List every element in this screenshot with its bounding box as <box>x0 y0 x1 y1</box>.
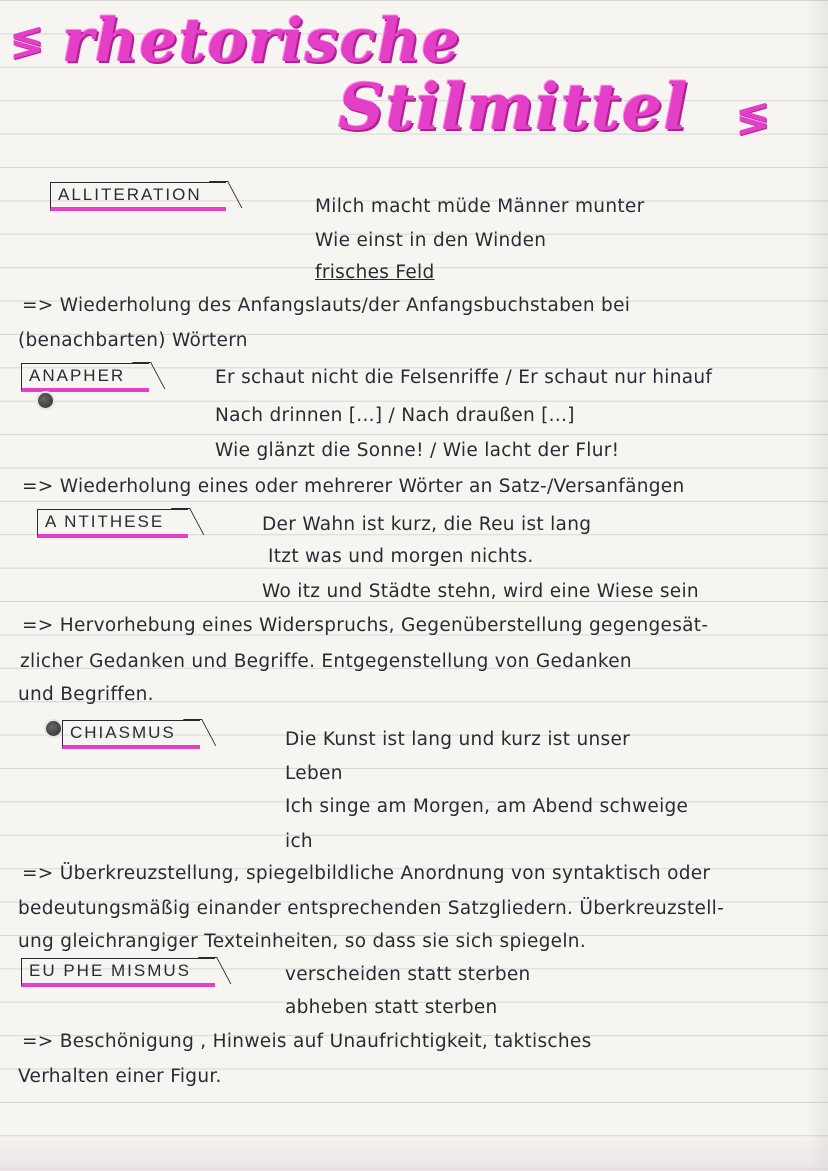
explanation-line: zlicher Gedanken und Begriffe. Entgegenstellung von Gedanken <box>20 651 632 672</box>
example-line: Er schaut nicht die Felsenriffe / Er schaut nur hinauf <box>215 367 713 388</box>
term-label-text: CHIASMUS <box>62 720 200 749</box>
term-label-euphemismus <box>21 958 215 987</box>
example-line: Wie einst in den Winden <box>315 230 547 251</box>
explanation-line: => Beschönigung , Hinweis auf Unaufrichtigkeit, taktisches <box>22 1031 592 1052</box>
example-line: Wie glänzt die Sonne! / Wie lacht der Flur! <box>215 440 620 461</box>
explanation-line: => Wiederholung des Anfangslauts/der Anfangsbuchstaben bei <box>22 295 631 316</box>
term-label-text: ANAPHER <box>21 363 149 392</box>
example-line: frisches Feld <box>315 262 435 283</box>
explanation-line: => Wiederholung eines oder mehrerer Wörter an Satz-/Versanfängen <box>22 476 685 497</box>
term-label-anapher <box>21 363 149 392</box>
page-title-line-1: rhetorische <box>62 6 461 76</box>
term-label-text: EU PHE MISMUS <box>21 958 215 987</box>
example-line: ich <box>285 831 313 852</box>
example-line: Wo itz und Städte stehn, wird eine Wiese sein <box>262 581 699 602</box>
explanation-line: (benachbarten) Wörtern <box>18 330 248 351</box>
punch-hole <box>38 393 53 408</box>
example-line: Itzt was und morgen nichts. <box>268 546 534 567</box>
explanation-line: Verhalten einer Figur. <box>18 1066 222 1087</box>
page-edge-shadow <box>806 0 828 1171</box>
page-title-line-2: Stilmittel <box>338 70 689 145</box>
term-label-text: A NTITHESE <box>37 509 188 538</box>
example-line: Ich singe am Morgen, am Abend schweige <box>285 796 689 817</box>
explanation-line: => Überkreuzstellung, spiegelbildliche Anordnung von syntaktisch oder <box>22 863 711 884</box>
example-line: verscheiden statt sterben <box>285 964 531 985</box>
example-line: abheben statt sterben <box>285 997 498 1018</box>
example-line: Milch macht müde Männer munter <box>315 196 645 217</box>
example-line: Die Kunst ist lang und kurz ist unser <box>285 729 631 750</box>
explanation-line: => Hervorhebung eines Widerspruchs, Gegenüberstellung gegengesät- <box>22 615 709 636</box>
swirl-decoration-right-icon: ≶ <box>736 94 770 141</box>
term-label-text: ALLITERATION <box>50 182 226 211</box>
explanation-line: bedeutungsmäßig einander entsprechenden Satzgliedern. Überkreuzstell- <box>18 898 725 919</box>
example-line: Leben <box>285 763 343 784</box>
explanation-line: und Begriffen. <box>18 684 154 705</box>
swirl-decoration-left-icon: ≶ <box>10 18 44 65</box>
example-line: Der Wahn ist kurz, die Reu ist lang <box>262 514 592 535</box>
punch-hole <box>46 721 61 736</box>
example-line: Nach drinnen [...] / Nach draußen [...] <box>215 405 575 426</box>
term-label-chiasmus <box>62 720 200 749</box>
page-bottom-edge <box>0 1131 828 1171</box>
term-label-antithese <box>37 509 188 538</box>
term-label-alliteration <box>50 182 226 211</box>
explanation-line: ung gleichrangiger Texteinheiten, so dass sie sich spiegeln. <box>18 931 587 952</box>
